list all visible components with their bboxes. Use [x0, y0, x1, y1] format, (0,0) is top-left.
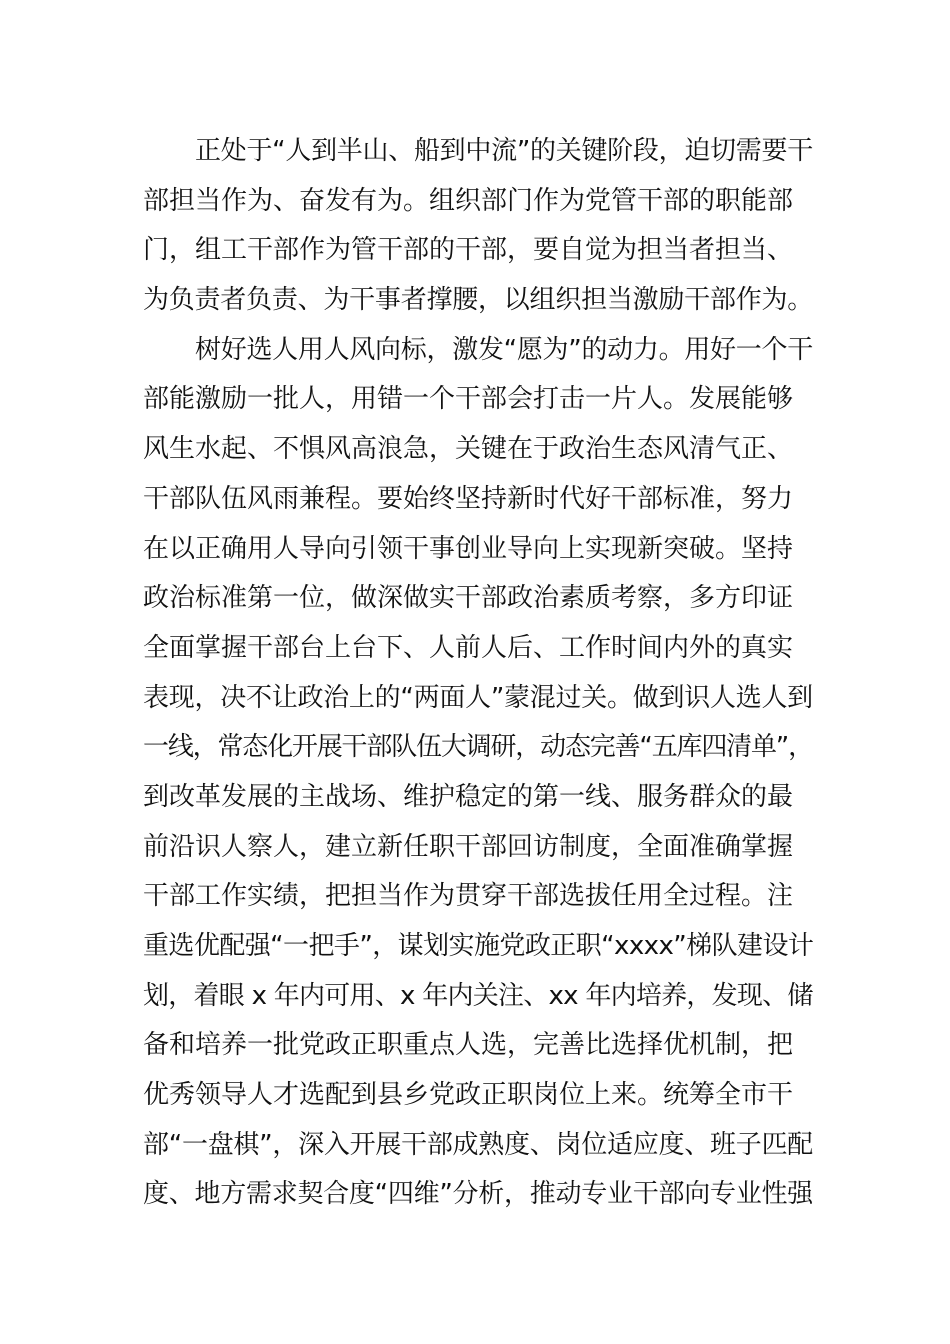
text-line: 政治标准第一位，做深做实干部政治素质考察，多方印证	[143, 583, 794, 614]
text-line: 部担当作为、奋发有为。组织部门作为党管干部的职能部	[143, 185, 794, 216]
text-line: 表现，决不让政治上的“两面人”蒙混过关。做到识人选人到	[143, 682, 813, 713]
text-line: 干部工作实绩，把担当作为贯穿干部选拔任用全过程。注	[143, 881, 794, 912]
text-line: 门，组工干部作为管干部的干部，要自觉为担当者担当、	[143, 235, 794, 266]
text-line: 全面掌握干部台上台下、人前人后、工作时间内外的真实	[143, 632, 794, 663]
text-line: 干部队伍风雨兼程。要始终坚持新时代好干部标准，努力	[143, 483, 794, 514]
text-line: 前沿识人察人，建立新任职干部回访制度，全面准确掌握	[143, 831, 794, 862]
text-line: 风生水起、不惧风高浪急，关键在于政治生态风清气正、	[143, 434, 794, 465]
text-line: 一线，常态化开展干部队伍大调研，动态完善“五库四清单”，	[143, 732, 813, 763]
text-line: 度、地方需求契合度“四维”分析，推动专业干部向专业性强	[143, 1179, 813, 1210]
body-text	[143, 127, 813, 1220]
text-line: 备和培养一批党政正职重点人选，完善比选择优机制，把	[143, 1030, 794, 1061]
text-line: 部“一盘棋”，深入开展干部成熟度、岗位适应度、班子匹配	[143, 1129, 813, 1160]
text-line: 优秀领导人才选配到县乡党政正职岗位上来。统筹全市干	[143, 1080, 794, 1111]
text-line: 划，着眼 x 年内可用、x 年内关注、xx 年内培养，发现、储	[143, 980, 813, 1011]
text-line: 在以正确用人导向引领干事创业导向上实现新突破。坚持	[143, 533, 794, 564]
text-line: 树好选人用人风向标，激发“愿为”的动力。用好一个干	[195, 334, 813, 365]
text-line: 正处于“人到半山、船到中流”的关键阶段，迫切需要干	[195, 136, 813, 166]
text-line: 为负责者负责、为干事者撑腰，以组织担当激励干部作为。	[143, 285, 814, 316]
text-line: 到改革发展的主战场、维护稳定的第一线、服务群众的最	[143, 781, 794, 812]
text-line: 重选优配强“一把手”，谋划实施党政正职“xxxx”梯队建设计	[143, 931, 814, 961]
text-line: 部能激励一批人，用错一个干部会打击一片人。发展能够	[143, 384, 794, 415]
